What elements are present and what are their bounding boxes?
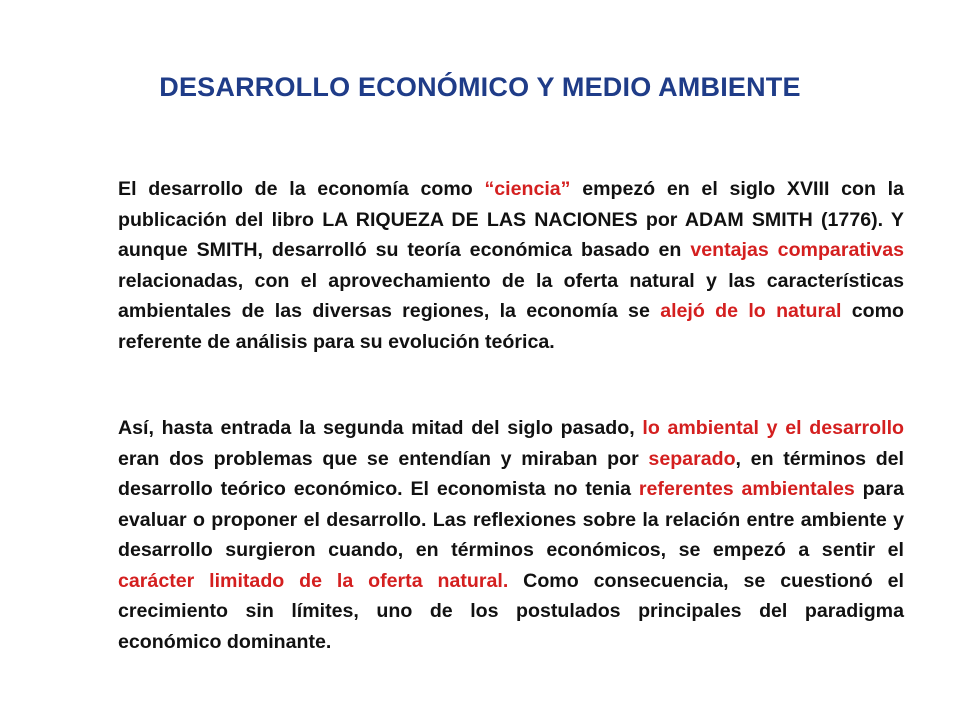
highlighted-text: lo ambiental y el desarrollo — [642, 417, 904, 439]
body-text: , en términos del desarrollo teórico económico. El economista no tenia — [118, 447, 904, 500]
body-text: empezó en el siglo XVIII con la publicación del libro LA RIQUEZA DE LAS NACIONES por ADAM SMITH (1776). Y aunque SMITH, desarrolló su teoría económica basado en — [118, 178, 904, 261]
highlighted-text: referentes ambientales — [638, 478, 855, 500]
highlighted-text: carácter limitado de la oferta natural. — [118, 569, 509, 592]
body-text: relacionadas, con el aprovechamiento de la oferta natural y las características ambientales de las diversas regiones, la economía se — [118, 269, 904, 322]
body-text: para evaluar o proponer el desarrollo. Las reflexiones sobre la relación entre ambiente y desarrollo surgieron cuando, en términos económicos, se empezó a sentir el — [118, 478, 904, 561]
highlighted-text: ventajas comparativas — [690, 239, 905, 261]
paragraph-1 — [118, 174, 904, 357]
paragraph-2 — [118, 413, 904, 657]
body-text: Así, hasta entrada la segunda mitad del siglo pasado, — [118, 417, 643, 439]
highlighted-text: alejó de lo natural — [660, 300, 842, 322]
body-text: como referente de análisis para su evolución teórica. — [118, 300, 905, 353]
body-text: El desarrollo de la economía como — [118, 178, 485, 200]
slide-title: DESARROLLO ECONÓMICO Y MEDIO AMBIENTE — [159, 72, 801, 102]
body-text: Como consecuencia, se cuestionó el crecimiento sin límites, uno de los postulados principales del paradigma económico dominante. — [118, 569, 904, 653]
highlighted-text: “ciencia” — [484, 178, 571, 200]
highlighted-text: separado — [648, 447, 736, 470]
body-text: eran dos problemas que se entendían y miraban por — [118, 447, 649, 470]
